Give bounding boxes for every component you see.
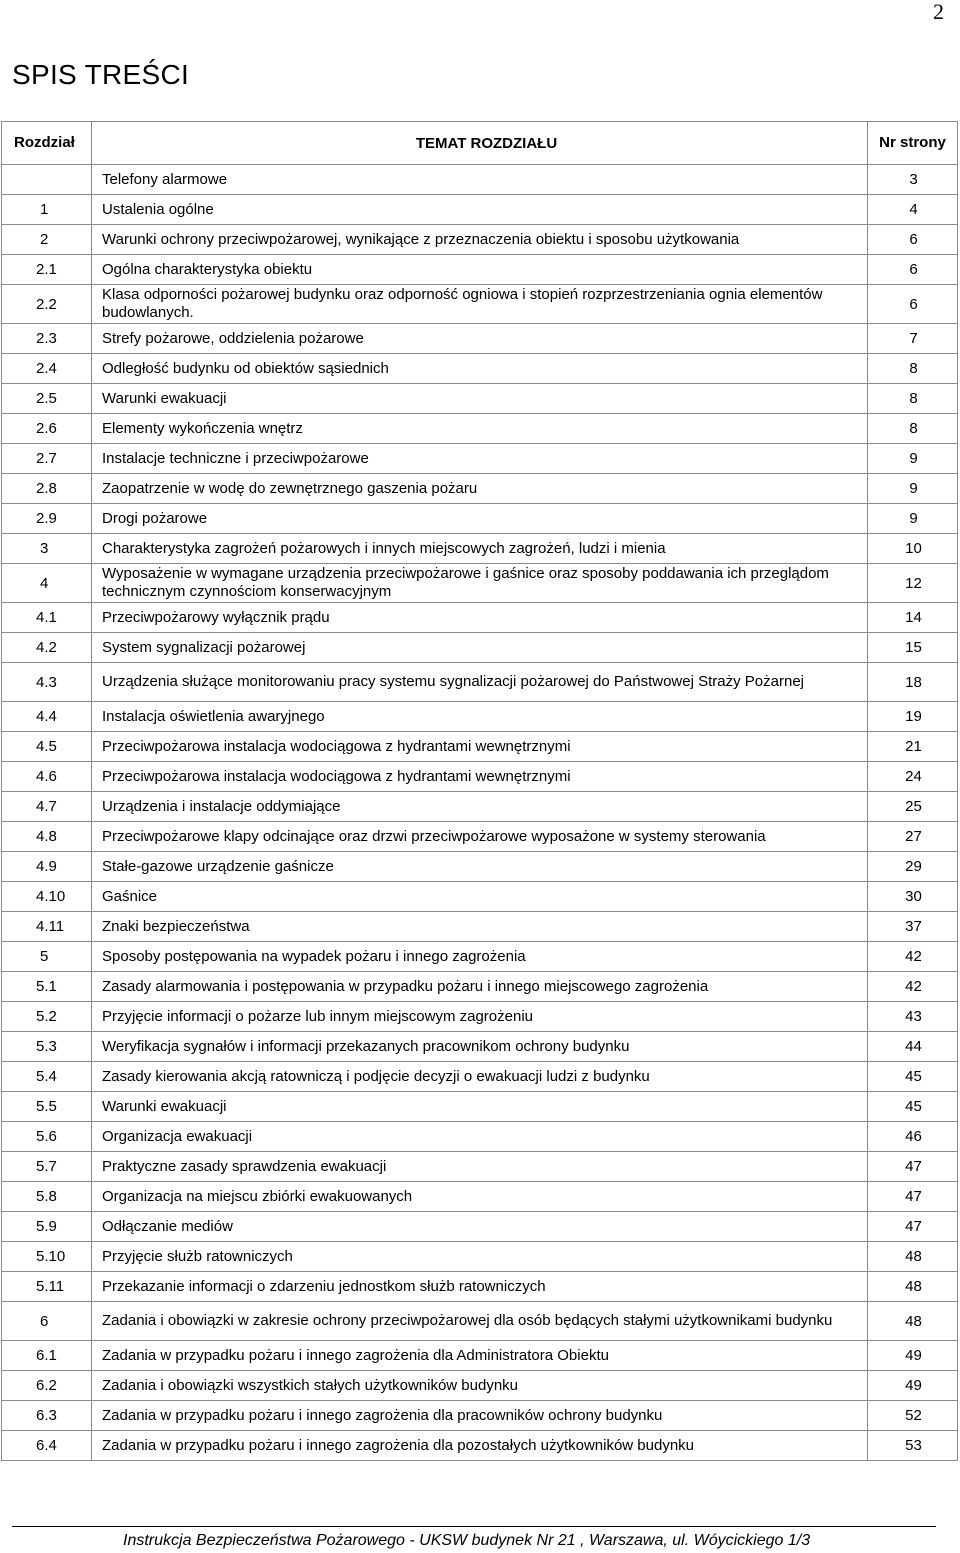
page-number-cell: 49 bbox=[868, 1371, 958, 1401]
chapter-topic: Zadania w przypadku pożaru i innego zagrożenia dla pracowników ochrony budynku bbox=[92, 1401, 868, 1431]
chapter-topic: Zadania w przypadku pożaru i innego zagrożenia dla pozostałych użytkowników budynku bbox=[92, 1431, 868, 1461]
chapter-topic: Elementy wykończenia wnętrz bbox=[92, 414, 868, 444]
chapter-number: 5.1 bbox=[2, 972, 92, 1002]
chapter-number bbox=[2, 165, 92, 195]
chapter-topic: Ustalenia ogólne bbox=[92, 195, 868, 225]
page-number-cell: 42 bbox=[868, 942, 958, 972]
toc-row bbox=[2, 1002, 958, 1032]
toc-row bbox=[2, 1152, 958, 1182]
page-number-cell: 18 bbox=[868, 663, 958, 702]
chapter-topic: System sygnalizacji pożarowej bbox=[92, 633, 868, 663]
toc-row bbox=[2, 762, 958, 792]
toc-row bbox=[2, 195, 958, 225]
chapter-topic: Zasady alarmowania i postępowania w przypadku pożaru i innego miejscowego zagrożenia bbox=[92, 972, 868, 1002]
toc-row bbox=[2, 852, 958, 882]
chapter-number: 6.2 bbox=[2, 1371, 92, 1401]
page-number-cell: 19 bbox=[868, 702, 958, 732]
chapter-number: 5.3 bbox=[2, 1032, 92, 1062]
chapter-number: 5.6 bbox=[2, 1122, 92, 1152]
toc-row bbox=[2, 1182, 958, 1212]
page-number-cell: 9 bbox=[868, 504, 958, 534]
toc-row bbox=[2, 1401, 958, 1431]
chapter-topic: Ogólna charakterystyka obiektu bbox=[92, 255, 868, 285]
chapter-number: 2.2 bbox=[2, 285, 92, 324]
page-number-cell: 37 bbox=[868, 912, 958, 942]
toc-row bbox=[2, 1242, 958, 1272]
toc-row bbox=[2, 1092, 958, 1122]
toc-row bbox=[2, 225, 958, 255]
chapter-topic: Przyjęcie informacji o pożarze lub innym miejscowym zagrożeniu bbox=[92, 1002, 868, 1032]
toc-row bbox=[2, 1341, 958, 1371]
toc-row bbox=[2, 882, 958, 912]
toc-body bbox=[2, 165, 958, 1461]
toc-row bbox=[2, 1212, 958, 1242]
toc-row bbox=[2, 354, 958, 384]
chapter-topic: Klasa odporności pożarowej budynku oraz odporność ogniowa i stopień rozprzestrzeniania ognia elementów budowlanych. bbox=[92, 285, 868, 324]
toc-row bbox=[2, 444, 958, 474]
header-topic: TEMAT ROZDZIAŁU bbox=[92, 122, 868, 165]
chapter-topic: Przekazanie informacji o zdarzeniu jednostkom służb ratowniczych bbox=[92, 1272, 868, 1302]
header-chapter: Rozdział bbox=[2, 122, 92, 165]
chapter-topic: Praktyczne zasady sprawdzenia ewakuacji bbox=[92, 1152, 868, 1182]
page-number-cell: 6 bbox=[868, 285, 958, 324]
toc-header-row bbox=[2, 122, 958, 165]
page-number-cell: 9 bbox=[868, 474, 958, 504]
page-number: 2 bbox=[933, 0, 944, 24]
chapter-topic: Warunki ochrony przeciwpożarowej, wynikające z przeznaczenia obiektu i sposobu użytkowania bbox=[92, 225, 868, 255]
chapter-number: 6 bbox=[2, 1302, 92, 1341]
chapter-number: 5.9 bbox=[2, 1212, 92, 1242]
chapter-number: 4.3 bbox=[2, 663, 92, 702]
chapter-topic: Drogi pożarowe bbox=[92, 504, 868, 534]
toc-row bbox=[2, 1302, 958, 1341]
page-number-cell: 24 bbox=[868, 762, 958, 792]
header-page: Nr strony bbox=[868, 122, 958, 165]
page-number-cell: 8 bbox=[868, 414, 958, 444]
chapter-number: 6.4 bbox=[2, 1431, 92, 1461]
toc-row bbox=[2, 285, 958, 324]
chapter-topic: Urządzenia służące monitorowaniu pracy systemu sygnalizacji pożarowej do Państwowej Straży Pożarnej bbox=[92, 663, 868, 702]
toc-row bbox=[2, 504, 958, 534]
chapter-number: 5.5 bbox=[2, 1092, 92, 1122]
toc-row bbox=[2, 1122, 958, 1152]
chapter-number: 4 bbox=[2, 564, 92, 603]
page-number-cell: 8 bbox=[868, 354, 958, 384]
page-number-cell: 52 bbox=[868, 1401, 958, 1431]
chapter-topic: Instalacje techniczne i przeciwpożarowe bbox=[92, 444, 868, 474]
toc-row bbox=[2, 912, 958, 942]
page-number-cell: 47 bbox=[868, 1212, 958, 1242]
chapter-topic: Sposoby postępowania na wypadek pożaru i innego zagrożenia bbox=[92, 942, 868, 972]
chapter-topic: Organizacja na miejscu zbiórki ewakuowanych bbox=[92, 1182, 868, 1212]
toc-row bbox=[2, 1032, 958, 1062]
page-number-cell: 30 bbox=[868, 882, 958, 912]
toc-row bbox=[2, 255, 958, 285]
page-number-cell: 10 bbox=[868, 534, 958, 564]
chapter-number: 2.8 bbox=[2, 474, 92, 504]
page-number-cell: 44 bbox=[868, 1032, 958, 1062]
page-number-cell: 48 bbox=[868, 1242, 958, 1272]
chapter-number: 4.2 bbox=[2, 633, 92, 663]
chapter-topic: Weryfikacja sygnałów i informacji przekazanych pracownikom ochrony budynku bbox=[92, 1032, 868, 1062]
toc-row bbox=[2, 1371, 958, 1401]
chapter-number: 5.2 bbox=[2, 1002, 92, 1032]
chapter-topic: Przeciwpożarowa instalacja wodociągowa z hydrantami wewnętrznymi bbox=[92, 732, 868, 762]
page-number-cell: 42 bbox=[868, 972, 958, 1002]
toc-row bbox=[2, 603, 958, 633]
page-number-cell: 7 bbox=[868, 324, 958, 354]
toc-row bbox=[2, 534, 958, 564]
page-number-cell: 25 bbox=[868, 792, 958, 822]
page-number-cell: 29 bbox=[868, 852, 958, 882]
toc-row bbox=[2, 1272, 958, 1302]
toc-row bbox=[2, 633, 958, 663]
chapter-number: 5.11 bbox=[2, 1272, 92, 1302]
chapter-number: 5.8 bbox=[2, 1182, 92, 1212]
chapter-topic: Telefony alarmowe bbox=[92, 165, 868, 195]
toc-row bbox=[2, 942, 958, 972]
toc-row bbox=[2, 1431, 958, 1461]
toc-row bbox=[2, 702, 958, 732]
chapter-number: 2.9 bbox=[2, 504, 92, 534]
chapter-topic: Zadania i obowiązki w zakresie ochrony przeciwpożarowej dla osób będących stałymi użytkownikami budynku bbox=[92, 1302, 868, 1341]
chapter-topic: Znaki bezpieczeństwa bbox=[92, 912, 868, 942]
footer-text: Instrukcja Bezpieczeństwa Pożarowego - UKSW budynek Nr 21 , Warszawa, ul. Wóycickiego 1/3 bbox=[123, 1532, 811, 1549]
chapter-topic: Odłączanie mediów bbox=[92, 1212, 868, 1242]
chapter-number: 4.6 bbox=[2, 762, 92, 792]
toc-row bbox=[2, 324, 958, 354]
chapter-number: 5.10 bbox=[2, 1242, 92, 1272]
page-number-cell: 47 bbox=[868, 1152, 958, 1182]
page-number-cell: 27 bbox=[868, 822, 958, 852]
chapter-number: 4.1 bbox=[2, 603, 92, 633]
chapter-number: 5 bbox=[2, 942, 92, 972]
chapter-topic: Warunki ewakuacji bbox=[92, 384, 868, 414]
page-number-cell: 4 bbox=[868, 195, 958, 225]
page-number-cell: 47 bbox=[868, 1182, 958, 1212]
page-number-cell: 53 bbox=[868, 1431, 958, 1461]
page-title: SPIS TREŚCI bbox=[12, 59, 190, 90]
page-number-cell: 45 bbox=[868, 1062, 958, 1092]
chapter-number: 6.1 bbox=[2, 1341, 92, 1371]
chapter-topic: Przeciwpożarowa instalacja wodociągowa z hydrantami wewnętrznymi bbox=[92, 762, 868, 792]
chapter-number: 1 bbox=[2, 195, 92, 225]
chapter-number: 4.10 bbox=[2, 882, 92, 912]
toc-row bbox=[2, 972, 958, 1002]
chapter-topic: Zadania i obowiązki wszystkich stałych użytkowników budynku bbox=[92, 1371, 868, 1401]
chapter-number: 4.7 bbox=[2, 792, 92, 822]
toc-row bbox=[2, 474, 958, 504]
page-number-cell: 46 bbox=[868, 1122, 958, 1152]
toc-row bbox=[2, 414, 958, 444]
chapter-number: 4.9 bbox=[2, 852, 92, 882]
chapter-number: 2.3 bbox=[2, 324, 92, 354]
page-number-cell: 3 bbox=[868, 165, 958, 195]
chapter-number: 5.4 bbox=[2, 1062, 92, 1092]
page-number-cell: 12 bbox=[868, 564, 958, 603]
page-number-cell: 6 bbox=[868, 255, 958, 285]
page-number-cell: 49 bbox=[868, 1341, 958, 1371]
toc-row bbox=[2, 822, 958, 852]
chapter-topic: Zaopatrzenie w wodę do zewnętrznego gaszenia pożaru bbox=[92, 474, 868, 504]
chapter-topic: Przyjęcie służb ratowniczych bbox=[92, 1242, 868, 1272]
chapter-number: 2 bbox=[2, 225, 92, 255]
toc-row bbox=[2, 732, 958, 762]
chapter-number: 4.11 bbox=[2, 912, 92, 942]
toc-row bbox=[2, 165, 958, 195]
page-number-cell: 48 bbox=[868, 1272, 958, 1302]
page-number-cell: 15 bbox=[868, 633, 958, 663]
chapter-topic: Strefy pożarowe, oddzielenia pożarowe bbox=[92, 324, 868, 354]
chapter-number: 4.5 bbox=[2, 732, 92, 762]
chapter-topic: Warunki ewakuacji bbox=[92, 1092, 868, 1122]
page-number-cell: 21 bbox=[868, 732, 958, 762]
chapter-topic: Zadania w przypadku pożaru i innego zagrożenia dla Administratora Obiektu bbox=[92, 1341, 868, 1371]
page-number-cell: 45 bbox=[868, 1092, 958, 1122]
chapter-topic: Wyposażenie w wymagane urządzenia przeciwpożarowe i gaśnice oraz sposoby poddawania ich przeglądom technicznym czynnościom konserwacyjnym bbox=[92, 564, 868, 603]
chapter-topic: Przeciwpożarowe klapy odcinające oraz drzwi przeciwpożarowe wyposażone w systemy sterowania bbox=[92, 822, 868, 852]
chapter-number: 2.1 bbox=[2, 255, 92, 285]
toc-row bbox=[2, 663, 958, 702]
toc-row bbox=[2, 792, 958, 822]
chapter-number: 3 bbox=[2, 534, 92, 564]
chapter-number: 2.7 bbox=[2, 444, 92, 474]
page-number-cell: 6 bbox=[868, 225, 958, 255]
chapter-number: 4.8 bbox=[2, 822, 92, 852]
toc-table bbox=[1, 121, 958, 1461]
chapter-number: 2.5 bbox=[2, 384, 92, 414]
page-number-cell: 8 bbox=[868, 384, 958, 414]
chapter-topic: Przeciwpożarowy wyłącznik prądu bbox=[92, 603, 868, 633]
page-number-cell: 43 bbox=[868, 1002, 958, 1032]
chapter-number: 2.4 bbox=[2, 354, 92, 384]
page-number-cell: 14 bbox=[868, 603, 958, 633]
page-number-cell: 9 bbox=[868, 444, 958, 474]
toc-row bbox=[2, 384, 958, 414]
toc-row bbox=[2, 1062, 958, 1092]
toc-row bbox=[2, 564, 958, 603]
chapter-number: 2.6 bbox=[2, 414, 92, 444]
footer-divider bbox=[12, 1526, 936, 1527]
chapter-topic: Gaśnice bbox=[92, 882, 868, 912]
chapter-topic: Zasady kierowania akcją ratowniczą i podjęcie decyzji o ewakuacji ludzi z budynku bbox=[92, 1062, 868, 1092]
chapter-topic: Instalacja oświetlenia awaryjnego bbox=[92, 702, 868, 732]
page-number-cell: 48 bbox=[868, 1302, 958, 1341]
chapter-number: 6.3 bbox=[2, 1401, 92, 1431]
chapter-number: 5.7 bbox=[2, 1152, 92, 1182]
chapter-topic: Odległość budynku od obiektów sąsiednich bbox=[92, 354, 868, 384]
chapter-topic: Stałe-gazowe urządzenie gaśnicze bbox=[92, 852, 868, 882]
chapter-topic: Organizacja ewakuacji bbox=[92, 1122, 868, 1152]
chapter-topic: Urządzenia i instalacje oddymiające bbox=[92, 792, 868, 822]
chapter-topic: Charakterystyka zagrożeń pożarowych i innych miejscowych zagrożeń, ludzi i mienia bbox=[92, 534, 868, 564]
chapter-number: 4.4 bbox=[2, 702, 92, 732]
